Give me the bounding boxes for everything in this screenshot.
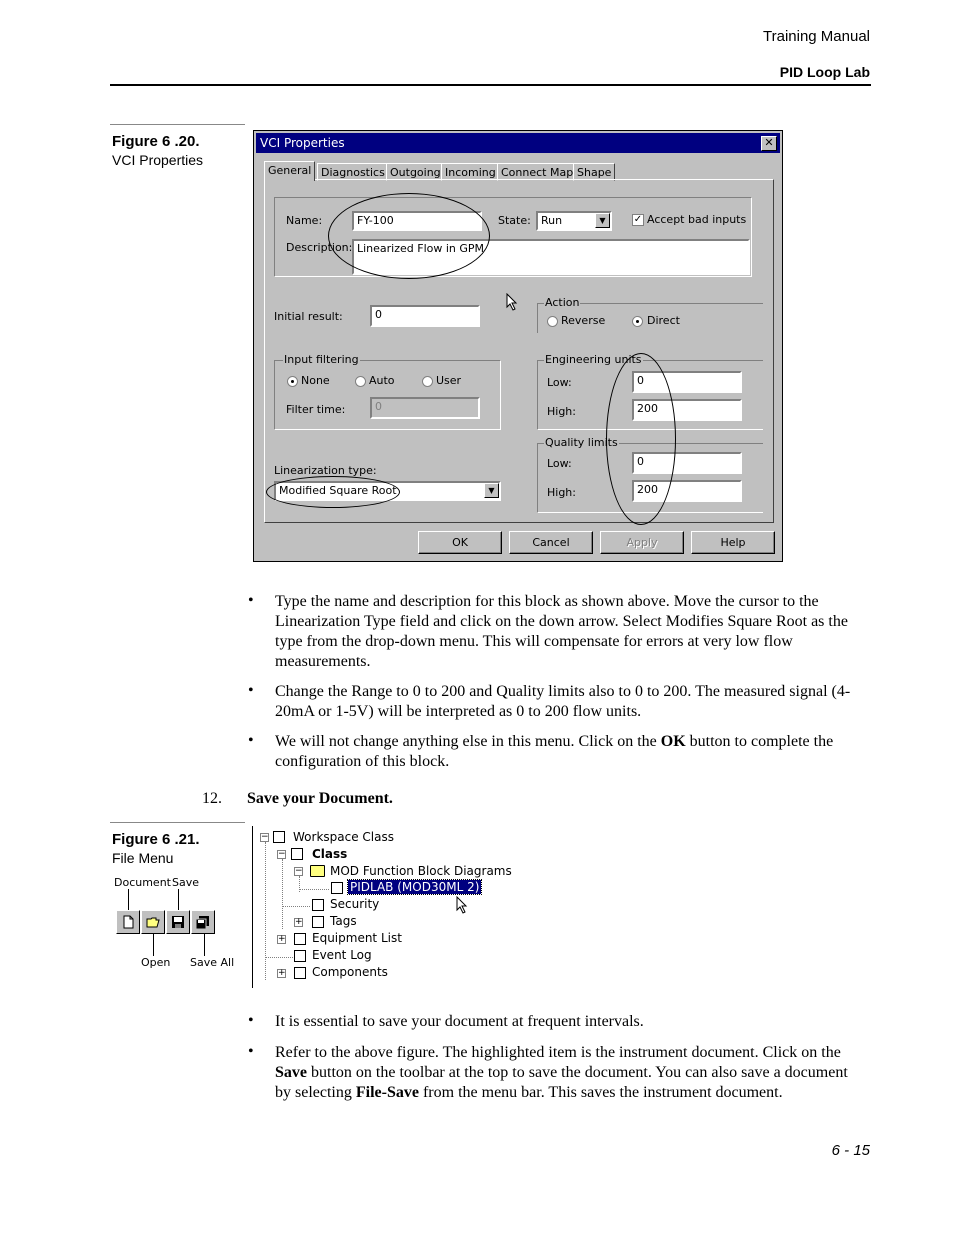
tab-general[interactable]: General: [264, 161, 315, 181]
state-value: Run: [541, 214, 563, 227]
chevron-down-icon[interactable]: ▼: [595, 213, 610, 228]
figure-number: Figure 6 .21.: [112, 831, 200, 848]
filter-user-label: User: [436, 374, 462, 387]
ok-button[interactable]: OK: [418, 531, 502, 554]
paragraph-type-name: Type the name and description for this block as shown above. Move the cursor to the Linearization Type field and click on the down arrow. Select Modifies Square Root as the type from the drop-down menu. This will compensate for errors at very low flow measurements.: [275, 593, 848, 670]
figure-caption: VCI Properties: [112, 152, 204, 168]
leader-line: [153, 934, 154, 956]
mouse-pointer-icon: [506, 293, 518, 311]
help-button[interactable]: Help: [691, 531, 775, 554]
open-folder-icon[interactable]: [141, 910, 165, 934]
qual-low-label: Low:: [547, 457, 572, 470]
action-reverse-radio[interactable]: [547, 316, 558, 327]
expand-icon[interactable]: +: [278, 934, 286, 944]
action-direct-radio[interactable]: [632, 316, 643, 327]
expand-icon[interactable]: +: [278, 968, 286, 978]
header-title: Training Manual: [763, 28, 870, 45]
save-disk-icon[interactable]: [166, 910, 190, 934]
tree-item-equipment-list[interactable]: Equipment List: [312, 931, 402, 945]
folder-open-icon: [310, 865, 325, 877]
collapse-icon[interactable]: −: [295, 866, 303, 876]
engineering-units-label: Engineering units: [545, 353, 642, 366]
input-filtering-group: [274, 360, 501, 430]
step-heading: Save your Document.: [247, 790, 393, 807]
bold-text: File-Save: [355, 1084, 419, 1101]
tree-item-workspace[interactable]: Workspace Class: [293, 830, 394, 844]
bold-text: OK: [660, 733, 686, 750]
document-icon: [294, 967, 306, 979]
action-direct-label: Direct: [647, 314, 680, 327]
chevron-down-icon[interactable]: ▼: [484, 483, 499, 498]
paragraph-save-often: It is essential to save your document at frequent intervals.: [275, 1013, 644, 1030]
filter-time-label: Filter time:: [286, 403, 346, 416]
eng-low-field[interactable]: 0: [632, 371, 742, 393]
initial-result-field[interactable]: 0: [370, 305, 480, 327]
figure-number: Figure 6 .20.: [112, 133, 200, 150]
new-document-icon[interactable]: [116, 910, 140, 934]
quality-limits-label: Quality limits: [545, 436, 618, 449]
text-run: We will not change anything else in this menu. Click on the: [275, 733, 661, 750]
header-section: PID Loop Lab: [779, 64, 870, 80]
leader-line: [204, 934, 205, 956]
linearization-type-label: Linearization type:: [274, 464, 377, 477]
text-run: from the menu bar. This saves the instrument document.: [418, 1084, 783, 1101]
eng-low-label: Low:: [547, 376, 572, 389]
name-field[interactable]: FY-100: [352, 211, 482, 231]
caption-rule: [110, 124, 245, 125]
state-label: State:: [498, 214, 531, 227]
linearization-type-value: Modified Square Root: [279, 484, 397, 497]
collapse-icon[interactable]: −: [278, 849, 286, 859]
leader-line: [128, 889, 129, 911]
tab-connect-map[interactable]: Connect Map: [497, 163, 577, 181]
qual-high-label: High:: [547, 486, 576, 499]
tree-item-tags[interactable]: Tags: [330, 914, 357, 928]
toolbar-label-save-all: Save All: [190, 956, 235, 969]
action-reverse-label: Reverse: [561, 314, 606, 327]
tab-diagnostics[interactable]: Diagnostics: [317, 163, 389, 181]
figure-caption: File Menu: [112, 850, 174, 866]
text-run: button on the toolbar at the top to save the document. You can also save a document by selecting: [275, 1064, 848, 1101]
filter-none-label: None: [301, 374, 330, 387]
document-icon: [294, 950, 306, 962]
caption-rule: [110, 822, 245, 823]
state-select[interactable]: [536, 211, 612, 231]
toolbar-label-document: Document: [114, 876, 171, 889]
description-field[interactable]: Linearized Flow in GPM: [352, 239, 750, 275]
bullet-marker: •: [248, 1043, 254, 1060]
filter-auto-label: Auto: [369, 374, 395, 387]
accept-bad-inputs-checkbox[interactable]: ✓: [633, 214, 643, 225]
dialog-title: VCI Properties: [260, 136, 345, 150]
step-number: 12.: [202, 790, 222, 807]
header-rule: [110, 84, 871, 86]
toolbar-label-save: Save: [172, 876, 200, 889]
qual-high-field[interactable]: 200: [632, 480, 742, 502]
close-icon[interactable]: ✕: [761, 136, 777, 151]
page-number: 6 - 15: [831, 1142, 870, 1159]
paragraph-refer-figure: [275, 1043, 855, 1103]
tree-item-pidlab[interactable]: PIDLAB (MOD30ML 2): [350, 880, 480, 894]
bullet-marker: •: [248, 682, 254, 699]
annotation-ellipse-linearization: [266, 476, 400, 508]
bullet-marker: •: [248, 592, 254, 609]
input-filtering-label: Input filtering: [284, 353, 359, 366]
tree-item-event-log[interactable]: Event Log: [312, 948, 372, 962]
description-label: Description:: [286, 241, 353, 254]
tab-shape[interactable]: Shape: [573, 163, 615, 181]
action-group-label: Action: [545, 296, 580, 309]
filter-time-field[interactable]: 0: [370, 397, 480, 419]
expand-icon[interactable]: +: [295, 917, 303, 927]
cancel-button[interactable]: Cancel: [509, 531, 593, 554]
tree-item-mod-folder[interactable]: MOD Function Block Diagrams: [330, 864, 512, 878]
dialog-titlebar: [256, 133, 780, 153]
filter-user-radio[interactable]: [422, 376, 433, 387]
document-icon: [294, 933, 306, 945]
paragraph-change-range: Change the Range to 0 to 200 and Quality limits also to 0 to 200. The measured signal (4-20mA or 1-5V) will be interpreted as 0 to 200 flow units.: [275, 683, 851, 720]
bullet-marker: •: [248, 1012, 254, 1029]
document-icon: [312, 899, 324, 911]
workspace-tree: [254, 828, 514, 988]
annotation-ellipse-name: [328, 193, 490, 279]
qual-low-field[interactable]: 0: [632, 452, 742, 474]
tab-incoming[interactable]: Incoming: [441, 163, 500, 181]
tab-outgoing[interactable]: Outgoing: [386, 163, 445, 181]
tree-border: [252, 826, 253, 988]
eng-high-label: High:: [547, 405, 576, 418]
save-all-icon[interactable]: [191, 910, 215, 934]
tree-item-components[interactable]: Components: [312, 965, 388, 979]
leader-line: [178, 889, 179, 911]
annotation-ellipse-ranges: [606, 353, 676, 525]
apply-button[interactable]: Apply: [600, 531, 684, 554]
bullet-marker: •: [248, 732, 254, 749]
tree-item-class[interactable]: Class: [312, 847, 348, 861]
mouse-pointer-icon: [456, 896, 468, 914]
document-icon: [331, 882, 343, 894]
class-icon: [291, 848, 303, 860]
name-label: Name:: [286, 214, 323, 227]
filter-auto-radio[interactable]: [355, 376, 366, 387]
toolbar-label-open: Open: [141, 956, 171, 969]
bold-text: Save: [275, 1064, 307, 1081]
document-icon: [312, 916, 324, 928]
workspace-icon: [273, 831, 285, 843]
tree-item-security[interactable]: Security: [330, 897, 380, 911]
initial-result-label: Initial result:: [274, 310, 343, 323]
collapse-icon[interactable]: −: [261, 832, 269, 842]
eng-high-field[interactable]: 200: [632, 399, 742, 421]
vci-properties-dialog: [253, 130, 783, 562]
accept-bad-inputs-label: Accept bad inputs: [647, 213, 747, 226]
text-run: Refer to the above figure. The highlighted item is the instrument document. Click on the: [275, 1044, 841, 1061]
paragraph-click-ok: [275, 732, 855, 772]
filter-none-radio[interactable]: [287, 376, 298, 387]
text-run: button to complete the configuration of this block.: [275, 733, 834, 770]
